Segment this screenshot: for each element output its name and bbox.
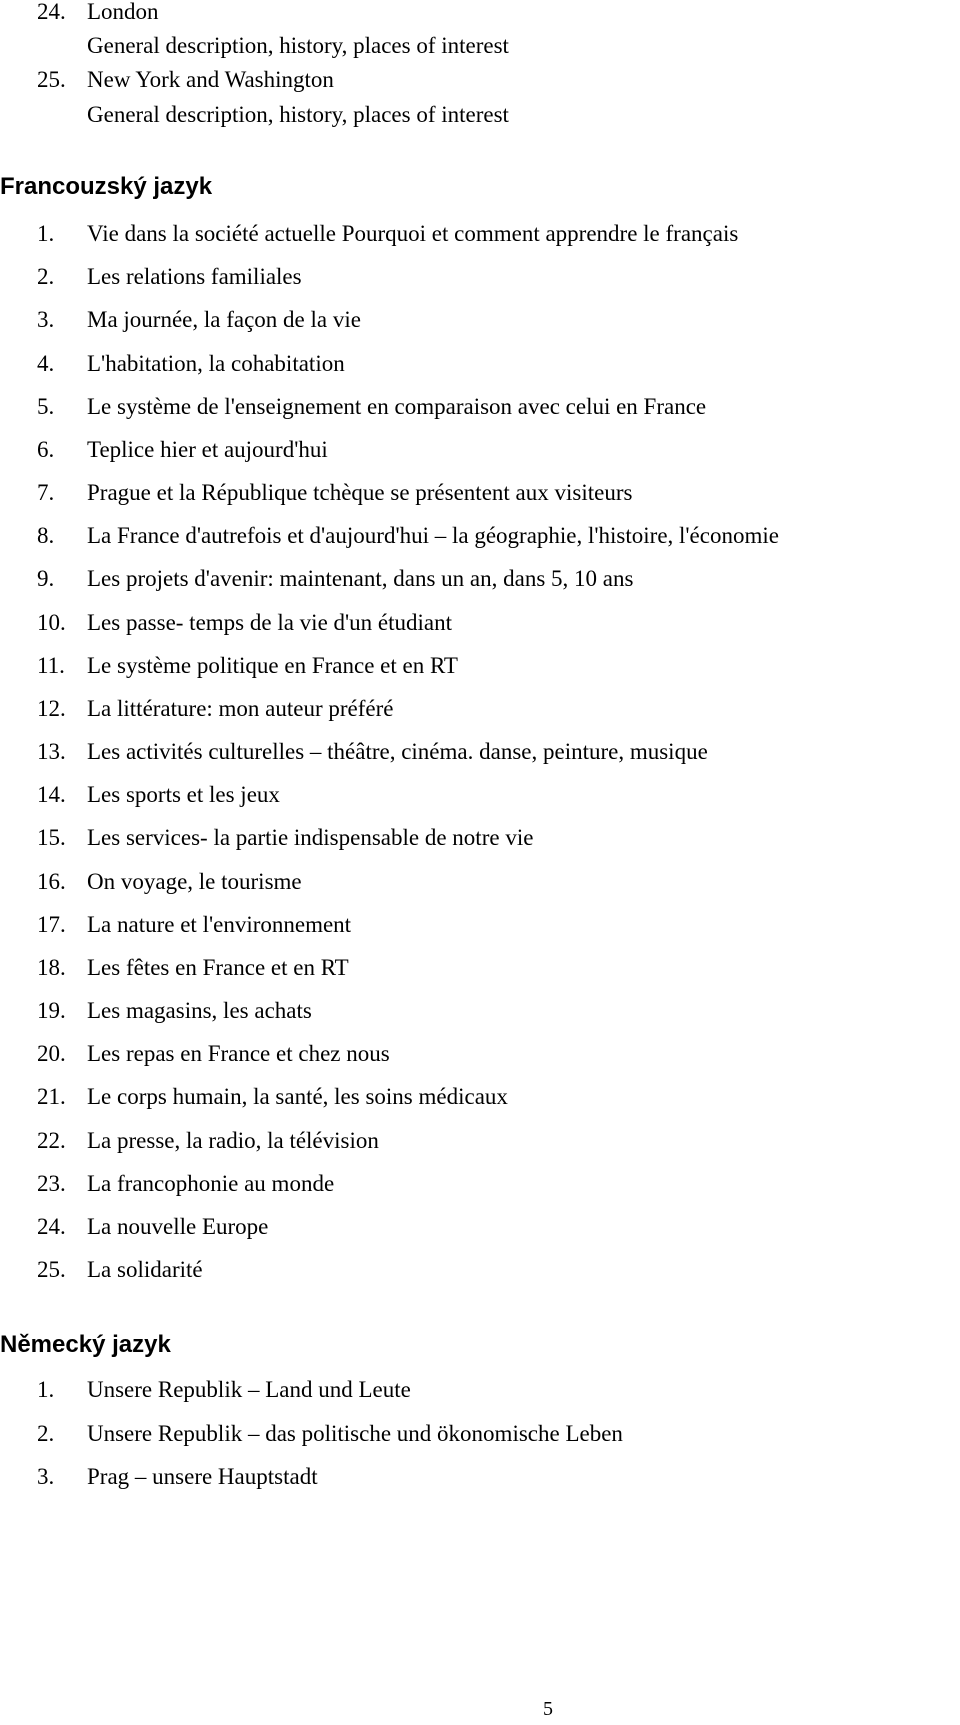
item-text: On voyage, le tourisme: [87, 868, 302, 894]
item-text: La solidarité: [87, 1257, 203, 1283]
item-text: Le corps humain, la santé, les soins médicaux: [87, 1084, 508, 1110]
item-text: Unsere Republik – das politische und ökonomische Leben: [87, 1420, 623, 1446]
item-text: La France d'autrefois et d'aujourd'hui – la géographie, l'histoire, l'économie: [87, 523, 779, 549]
item-text: La littérature: mon auteur préféré: [87, 695, 394, 721]
item-text: Vie dans la société actuelle Pourquoi et comment apprendre le français: [87, 221, 739, 246]
item-number: 6.: [37, 436, 55, 462]
item-subtitle: General description, history, places of interest: [87, 33, 509, 58]
item-text: La nouvelle Europe: [87, 1213, 269, 1239]
section-heading-french: Francouzský jazyk: [0, 173, 213, 200]
item-text: Le système politique en France et en RT: [87, 652, 458, 678]
item-text: Le système de l'enseignement en comparaison avec celui en France: [87, 393, 707, 419]
item-number: 15.: [37, 825, 66, 851]
item-text: Les relations familiales: [87, 264, 302, 290]
item-number: 21.: [37, 1084, 66, 1110]
item-text: Les projets d'avenir: maintenant, dans un an, dans 5, 10 ans: [87, 566, 634, 592]
item-text: La presse, la radio, la télévision: [87, 1127, 379, 1153]
item-text: Les magasins, les achats: [87, 998, 312, 1024]
item-number: 23.: [37, 1170, 66, 1196]
item-text: L'habitation, la cohabitation: [87, 350, 345, 376]
item-number: 12.: [37, 695, 66, 721]
item-number: 19.: [37, 998, 66, 1024]
item-text: Unsere Republik – Land und Leute: [87, 1377, 411, 1402]
page-number: 5: [543, 1698, 553, 1720]
item-number: 8.: [37, 523, 55, 549]
item-text: La nature et l'environnement: [87, 911, 352, 937]
item-number: 1.: [37, 1377, 55, 1402]
item-title: New York and Washington: [87, 67, 334, 92]
item-number: 3.: [37, 1464, 55, 1489]
item-text: Les fêtes en France et en RT: [87, 954, 349, 980]
item-number: 16.: [37, 868, 66, 894]
section-heading-german: Německý jazyk: [0, 1331, 171, 1358]
item-number: 2.: [37, 264, 55, 290]
item-text: Prag – unsere Hauptstadt: [87, 1464, 318, 1489]
item-text: Prague et la République tchèque se présentent aux visiteurs: [87, 480, 633, 506]
item-number: 24.: [37, 0, 66, 24]
item-number: 20.: [37, 1041, 66, 1067]
item-subtitle: General description, history, places of interest: [87, 102, 509, 127]
item-number: 22.: [37, 1127, 66, 1153]
item-number: 13.: [37, 739, 66, 765]
item-number: 25.: [37, 1257, 66, 1283]
item-number: 2.: [37, 1420, 55, 1446]
item-text: Les services- la partie indispensable de notre vie: [87, 825, 534, 851]
item-number: 3.: [37, 307, 55, 333]
item-number: 5.: [37, 393, 55, 419]
item-number: 4.: [37, 350, 55, 376]
item-number: 14.: [37, 782, 66, 808]
item-number: 11.: [37, 652, 65, 678]
item-number: 7.: [37, 480, 55, 506]
item-number: 24.: [37, 1213, 66, 1239]
item-number: 9.: [37, 566, 55, 592]
item-text: Les passe- temps de la vie d'un étudiant: [87, 609, 453, 635]
item-title: London: [87, 0, 159, 24]
item-number: 10.: [37, 609, 66, 635]
item-number: 17.: [37, 911, 66, 937]
item-number: 1.: [37, 221, 55, 246]
item-number: 25.: [37, 67, 66, 92]
item-text: La francophonie au monde: [87, 1170, 335, 1196]
item-number: 18.: [37, 954, 66, 980]
item-text: Teplice hier et aujourd'hui: [87, 436, 328, 462]
item-text: Les activités culturelles – théâtre, cinéma. danse, peinture, musique: [87, 739, 708, 765]
item-text: Les sports et les jeux: [87, 782, 280, 808]
item-text: Les repas en France et chez nous: [87, 1041, 390, 1067]
item-text: Ma journée, la façon de la vie: [87, 307, 361, 333]
